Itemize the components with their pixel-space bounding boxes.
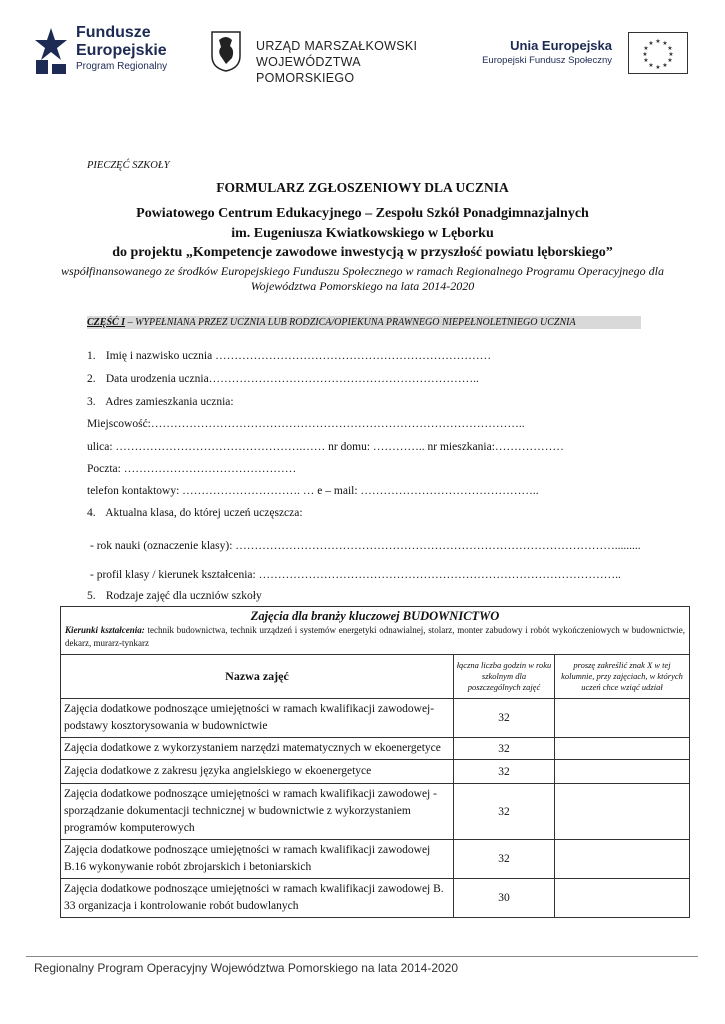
table-row: Zajęcia dodatkowe podnoszące umiejętności w ramach kwalifikacji zawodowej B. 33 organizacja i kontrolowanie robót budowlanych 30: [61, 879, 690, 918]
col-header-name: Nazwa zajęć: [61, 655, 454, 699]
cofinancing-note: współfinansowanego ze środków Europejskiego Funduszu Społecznego w ramach Regionalnego Programu Operacyjnego dla Województwa Pomorskiego na lata 2014-2020: [61, 264, 664, 293]
table-row: Zajęcia dodatkowe podnoszące umiejętności w ramach kwalifikacji zawodowej - sporządzanie dokumentacji technicznej w budownictwie z wykorzystaniem programów komputerowych 32: [61, 784, 690, 840]
field-birth-date[interactable]: 2. Data urodzenia ucznia……………………………………………………………..: [87, 373, 479, 385]
svg-text:★: ★: [648, 62, 654, 69]
unia-europejska-logo: [478, 30, 688, 80]
school-stamp-label: PIECZĘĆ SZKOŁY: [87, 160, 170, 171]
svg-text:★: ★: [643, 45, 649, 52]
field-school-year[interactable]: - rok nauki (oznaczenie klasy): ……………………………………………………………………………………….........: [90, 540, 641, 552]
school-name-line2: im. Eugeniusza Kwiatkowskiego w Lęborku: [231, 226, 494, 241]
field-student-name[interactable]: 1. Imię i nazwisko ucznia ………………………………………………………………: [87, 350, 492, 362]
part-text: – WYPEŁNIANA PRZEZ UCZNIA LUB RODZICA/OPIEKUNA PRAWNEGO NIEPEŁNOLETNIEGO UCZNIA: [125, 317, 576, 328]
col-header-hours: łączna liczba godzin w roku szkolnym dla poszczególnych zajęć: [454, 655, 555, 699]
field-phone-email[interactable]: telefon kontaktowy: …………………………. … e – mail: ………………………………………..: [87, 485, 539, 497]
part-one-heading: [87, 316, 641, 329]
um-line2: WOJEWÓDZTWA POMORSKIEGO: [256, 55, 361, 85]
eu-flag-icon: [628, 32, 688, 74]
table-row: Zajęcia dodatkowe podnoszące umiejętności w ramach kwalifikacji zawodowej-podstawy kosztorysowania w budownictwie 32: [61, 699, 690, 738]
table-row: Zajęcia dodatkowe z wykorzystaniem narzędzi matematycznych w ekoenergetyce 32: [61, 738, 690, 760]
fields-of-study: Kierunki kształcenia: technik budownictwa, technik urządzeń i systemów energetyki odnawialnej, stolarz, monter zabudowy i robót wykończeniowych w budownictwie, dekarz, murarz-tynkarz: [61, 624, 690, 655]
svg-text:★: ★: [643, 57, 649, 64]
ue-line2: Europejski Fundusz Społeczny: [482, 55, 612, 66]
urzad-marszalkowski-logo: [210, 30, 460, 85]
mark-cell[interactable]: [555, 879, 690, 918]
svg-text:★: ★: [662, 40, 668, 47]
svg-text:★: ★: [655, 64, 661, 71]
fe-line3: Program Regionalny: [76, 61, 168, 72]
field-address-heading: 3. Adres zamieszkania ucznia:: [87, 396, 234, 408]
field-street[interactable]: ulica: ………………………………………….…… nr domu: ………….. nr mieszkania:………………: [87, 441, 564, 453]
part-label: CZĘŚĆ I: [87, 317, 126, 328]
ue-line1: Unia Europejska: [510, 38, 612, 53]
fe-line2: Europejskie: [76, 42, 167, 59]
fe-line1: Fundusze: [76, 24, 151, 41]
svg-text:★: ★: [648, 40, 654, 47]
um-line1: URZĄD MARSZAŁKOWSKI: [256, 39, 418, 53]
mark-cell[interactable]: [555, 784, 690, 840]
col-header-mark: proszę zakreślić znak X w tej kolumnie, przy zajęciach, w których uczeń chce wziąć udział: [555, 655, 690, 699]
sector-heading: Zajęcia dla branży kluczowej BUDOWNICTWO: [61, 607, 690, 625]
svg-text:★: ★: [667, 45, 673, 52]
svg-text:★: ★: [667, 57, 673, 64]
svg-text:★: ★: [655, 38, 661, 45]
griffin-crest-icon: [210, 30, 242, 72]
fundusze-europejskie-logo: [34, 24, 184, 80]
school-name-line1: Powiatowego Centrum Edukacyjnego – Zespołu Szkół Ponadgimnazjalnych: [136, 206, 589, 221]
field-class-profile[interactable]: - profil klasy / kierunek kształcenia: …………………………………………………………………………………..: [90, 569, 621, 581]
table-row: Zajęcia dodatkowe z zakresu języka angielskiego w ekoenergetyce 32: [61, 760, 690, 784]
field-class-heading: 4. Aktualna klasa, do której uczeń uczęszcza:: [87, 507, 303, 519]
mark-cell[interactable]: [555, 760, 690, 784]
field-city[interactable]: Miejscowość:……………………………………………………………………………………..: [87, 418, 525, 430]
field-activities-heading: 5. Rodzaje zajęć dla uczniów szkoły: [87, 590, 262, 602]
project-name: do projektu „Kompetencje zawodowe inwestycją w przyszłość powiatu lęborskiego”: [112, 245, 613, 260]
svg-text:★: ★: [642, 51, 648, 58]
field-post[interactable]: Poczta: ………………………………………: [87, 463, 297, 475]
svg-text:★: ★: [662, 62, 668, 69]
mark-cell[interactable]: [555, 738, 690, 760]
activities-table: [60, 606, 690, 918]
svg-text:★: ★: [668, 51, 674, 58]
mark-cell[interactable]: [555, 699, 690, 738]
table-row: Zajęcia dodatkowe podnoszące umiejętności w ramach kwalifikacji zawodowej B.16 wykonywanie robót zbrojarskich i betoniarskich 32: [61, 840, 690, 879]
form-title: FORMULARZ ZGŁOSZENIOWY DLA UCZNIA: [216, 180, 509, 195]
footer-divider: [26, 956, 698, 957]
footer-text: Regionalny Program Operacyjny Województwa Pomorskiego na lata 2014-2020: [34, 961, 459, 975]
mark-cell[interactable]: [555, 840, 690, 879]
fe-star-icon: [34, 26, 68, 76]
